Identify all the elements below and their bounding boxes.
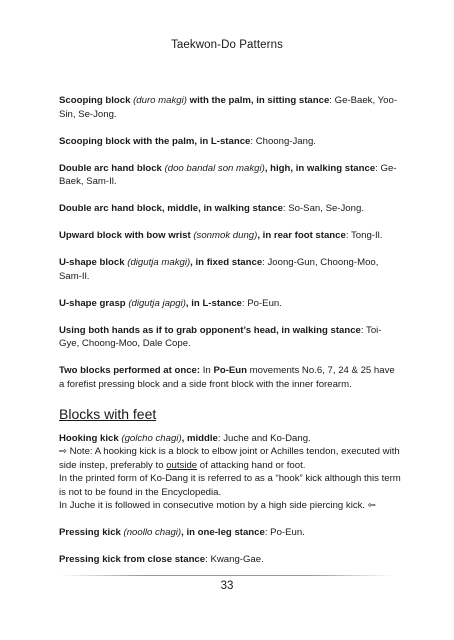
entry-patterns: : Joong-Gun, Choong-Moo, Sam-Il.	[59, 257, 379, 282]
entry-scooping-palm-sitting	[59, 94, 401, 121]
entry-patterns: : Po-Eun.	[241, 297, 282, 309]
entry-patterns: : Ge-Baek, Sam-Il.	[59, 162, 397, 187]
entry-korean: (sonmok dung)	[193, 230, 258, 241]
entry-bold: Scooping block	[59, 95, 134, 106]
entry-bold: , high, in walking stance	[264, 162, 376, 174]
entry-korean: (doo bandal son makgi)	[164, 162, 265, 174]
entry-pressing-kick-close	[59, 553, 401, 567]
note-text: of attacking hand or foot.	[197, 459, 306, 471]
entry-patterns: : So-San, Se-Jong.	[282, 203, 364, 214]
entry-upward-bow-wrist	[59, 229, 401, 243]
entry-bold: Pressing kick from close stance	[59, 554, 206, 565]
entry-bold: , in L-stance	[185, 297, 242, 309]
entry-korean: (digutja japgi)	[128, 297, 186, 309]
entry-bold: Upward block with bow wrist	[59, 230, 194, 241]
entry-bold: U-shape grasp	[59, 297, 129, 309]
entry-patterns: : Ge-Baek, Yoo-Sin, Se-Jong.	[59, 95, 398, 120]
entry-pressing-kick-one-leg	[59, 526, 401, 540]
entry-korean: (noollo chagi)	[123, 527, 182, 538]
note-text: In Juche it is followed in consecutive motion by a high side piercing kick.	[59, 500, 366, 511]
entry-text: movements No.6, 7, 24 & 25 have a forefist pressing block and a side front block with the inner forearm.	[59, 365, 395, 390]
page-header: Taekwon-Do Patterns	[171, 39, 283, 51]
entry-korean: (duro makgi)	[133, 95, 187, 106]
page-content	[59, 94, 401, 580]
note-underlined: outside	[166, 459, 198, 471]
entry-bold: U-shape block	[59, 257, 128, 268]
entry-patterns: : Tong-Il.	[345, 230, 383, 241]
page-number: 33	[220, 580, 234, 592]
note-text: In the printed form of Ko-Dang it is referred to as a “hook” kick although this term is not to be found in the Encyclopedia.	[59, 473, 401, 498]
entry-grab-head	[59, 324, 401, 351]
entry-two-blocks	[59, 364, 401, 391]
entry-bold: , in one-leg stance	[181, 527, 265, 538]
entry-bold: Two blocks performed at once:	[59, 365, 201, 376]
entry-bold: Using both hands as if to grab opponent’s head, in walking stance	[59, 324, 361, 336]
entry-patterns: : Juche and Ko-Dang.	[217, 432, 311, 444]
entry-scooping-palm-l-stance	[59, 135, 401, 149]
note-text: Note: A hooking kick is a block to elbow joint or Achilles tendon, executed with side instep, preferably to	[59, 446, 400, 471]
entry-patterns: : Toi-Gye, Choong-Moo, Dale Cope.	[59, 324, 382, 349]
entry-text: In	[200, 365, 214, 376]
section-title-blocks-with-feet: Blocks with feet	[59, 405, 157, 422]
arrow-right-icon: ⇨	[59, 446, 67, 457]
entry-bold: Pressing kick	[59, 527, 124, 538]
entry-korean: (golcho chagi)	[121, 432, 182, 444]
entry-bold: , in rear foot stance	[257, 230, 346, 241]
entry-hooking-kick	[59, 432, 401, 513]
entry-bold: , middle	[181, 432, 218, 444]
entry-bold: with the palm, in sitting stance	[186, 95, 330, 106]
entry-bold: Hooking kick	[59, 432, 122, 444]
entry-bold: Double arc hand block	[59, 162, 165, 174]
pattern-name: Po-Eun	[213, 365, 248, 376]
entry-korean: (digutja makgi)	[127, 257, 191, 268]
entry-bold: Scooping block with the palm, in L-stance	[59, 135, 251, 147]
entry-bold: Double arc hand block, middle, in walking stance	[59, 203, 283, 214]
entry-double-arc-middle	[59, 202, 401, 216]
footer-divider	[60, 575, 394, 576]
entry-u-shape-grasp	[59, 297, 401, 311]
entry-patterns: : Po-Eun.	[264, 527, 305, 538]
entry-bold: , in fixed stance	[190, 257, 263, 268]
entry-patterns: : Kwang-Gae.	[205, 554, 264, 565]
entry-double-arc-high	[59, 162, 401, 189]
entry-patterns: : Choong-Jang.	[250, 135, 316, 147]
arrow-left-icon: ⇦	[367, 500, 376, 511]
entry-u-shape-block	[59, 256, 401, 283]
